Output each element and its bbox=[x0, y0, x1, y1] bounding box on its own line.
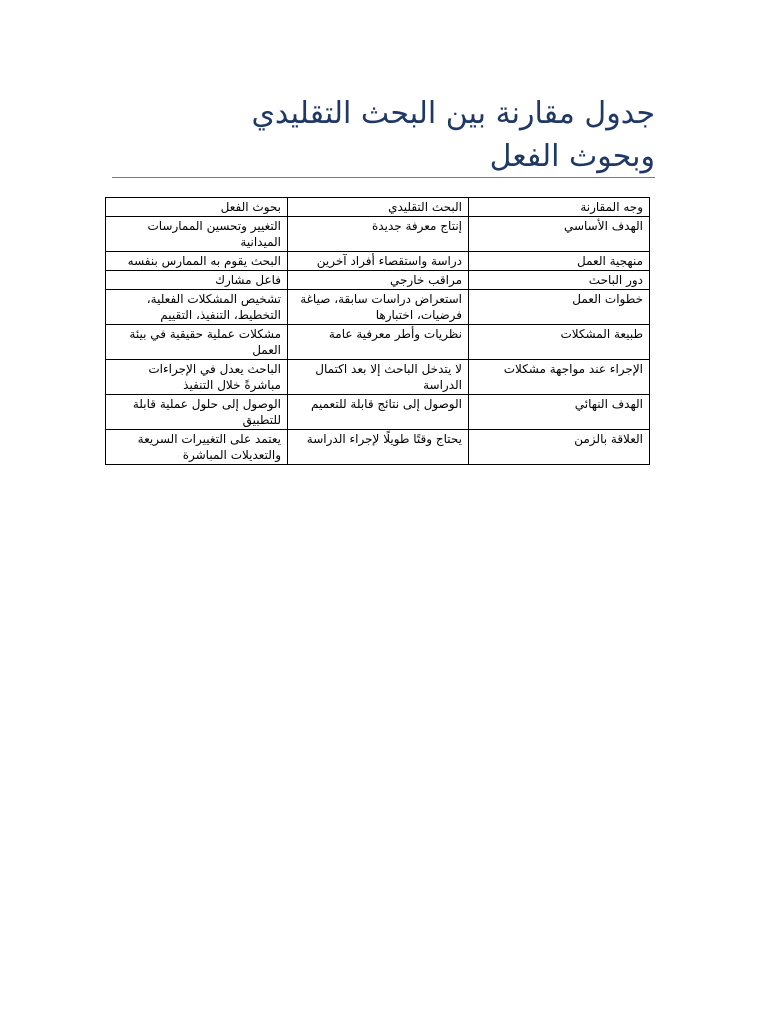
table-cell: الهدف الأساسي bbox=[469, 217, 650, 252]
table-row bbox=[106, 271, 650, 290]
table-cell: البحث يقوم به الممارس بنفسه bbox=[106, 252, 288, 271]
table-cell: استعراض دراسات سابقة، صياغة فرضيات، اختبارها bbox=[288, 290, 469, 325]
table-row bbox=[106, 252, 650, 271]
table-cell: لا يتدخل الباحث إلا بعد اكتمال الدراسة bbox=[288, 360, 469, 395]
table-cell: مشكلات عملية حقيقية في بيئة العمل bbox=[106, 325, 288, 360]
table-row bbox=[106, 290, 650, 325]
table-row bbox=[106, 360, 650, 395]
header-cell-traditional: البحث التقليدي bbox=[288, 198, 469, 217]
table-cell: الإجراء عند مواجهة مشكلات bbox=[469, 360, 650, 395]
table-row bbox=[106, 430, 650, 465]
table-cell: الوصول إلى حلول عملية قابلة للتطبيق bbox=[106, 395, 288, 430]
table-row bbox=[106, 395, 650, 430]
table-cell: دراسة واستقصاء أفراد آخرين bbox=[288, 252, 469, 271]
table-cell: الباحث يعدل في الإجراءات مباشرةً خلال التنفيذ bbox=[106, 360, 288, 395]
table-cell: منهجية العمل bbox=[469, 252, 650, 271]
table-cell: التغيير وتحسين الممارسات الميدانية bbox=[106, 217, 288, 252]
table-cell: يحتاج وقتًا طويلًا لإجراء الدراسة bbox=[288, 430, 469, 465]
table-cell: خطوات العمل bbox=[469, 290, 650, 325]
table-cell: إنتاج معرفة جديدة bbox=[288, 217, 469, 252]
header-cell-action-research: بحوث الفعل bbox=[106, 198, 288, 217]
page-title bbox=[112, 92, 655, 178]
table-cell: تشخيص المشكلات الفعلية، التخطيط، التنفيذ، التقييم bbox=[106, 290, 288, 325]
table-cell: مراقب خارجي bbox=[288, 271, 469, 290]
table-cell: دور الباحث bbox=[469, 271, 650, 290]
table-cell: العلاقة بالزمن bbox=[469, 430, 650, 465]
title-line-1: جدول مقارنة بين البحث التقليدي bbox=[251, 96, 655, 131]
table-cell: طبيعة المشكلات bbox=[469, 325, 650, 360]
title-line-2: وبحوث الفعل bbox=[489, 139, 655, 174]
table-cell: فاعل مشارك bbox=[106, 271, 288, 290]
table-cell: الوصول إلى نتائج قابلة للتعميم bbox=[288, 395, 469, 430]
comparison-table bbox=[105, 197, 650, 465]
table-cell: الهدف النهائي bbox=[469, 395, 650, 430]
header-cell-aspect: وجه المقارنة bbox=[469, 198, 650, 217]
title-underline bbox=[112, 177, 655, 178]
table-cell: نظريات وأطر معرفية عامة bbox=[288, 325, 469, 360]
title-block bbox=[112, 92, 655, 178]
table-cell: يعتمد على التغييرات السريعة والتعديلات المباشرة bbox=[106, 430, 288, 465]
table-header-row bbox=[106, 198, 650, 217]
table-row bbox=[106, 217, 650, 252]
table-row bbox=[106, 325, 650, 360]
